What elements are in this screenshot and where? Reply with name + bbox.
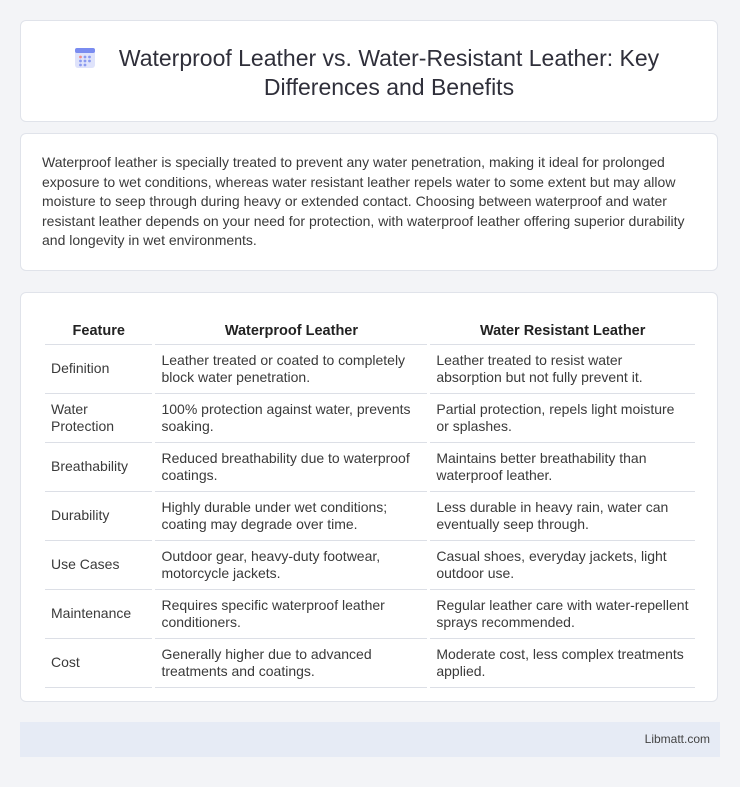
waterproof-cell: Reduced breathability due to waterproof coatings. <box>155 443 427 492</box>
header-feature: Feature <box>45 313 152 345</box>
feature-cell: Use Cases <box>45 541 152 590</box>
table-row <box>45 345 695 394</box>
feature-cell: Water Protection <box>45 394 152 443</box>
water-resistant-cell: Leather treated to resist water absorption but not fully prevent it. <box>430 345 695 394</box>
feature-cell: Maintenance <box>45 590 152 639</box>
feature-cell: Durability <box>45 492 152 541</box>
waterproof-cell: Generally higher due to advanced treatments and coatings. <box>155 639 427 688</box>
water-resistant-cell: Maintains better breathability than waterproof leather. <box>430 443 695 492</box>
waterproof-cell: Leather treated or coated to completely block water penetration. <box>155 345 427 394</box>
water-resistant-cell: Less durable in heavy rain, water can eventually seep through. <box>430 492 695 541</box>
table-row <box>45 541 695 590</box>
comparison-table <box>42 313 698 688</box>
waterproof-cell: Outdoor gear, heavy-duty footwear, motorcycle jackets. <box>155 541 427 590</box>
comparison-card <box>20 292 718 702</box>
summary-paragraph: Waterproof leather is specially treated to prevent any water penetration, making it ideal for prolonged exposure to wet conditions, whereas water resistant leather repels water to some extent but may allow moisture to seep through during heavy or extended contact. Choosing between waterproof and water resistant leather depends on your need for protection, with waterproof leather offering superior durability and longevity in wet environments. <box>42 154 685 248</box>
header-waterproof: Waterproof Leather <box>155 313 427 345</box>
page-title: Waterproof Leather vs. Water-Resistant Leather: Key Differences and Benefits <box>118 45 660 100</box>
table-row <box>45 394 695 443</box>
title-card <box>20 20 718 122</box>
waterproof-cell: Highly durable under wet conditions; coating may degrade over time. <box>155 492 427 541</box>
feature-cell: Definition <box>45 345 152 394</box>
header-water-resistant: Water Resistant Leather <box>430 313 695 345</box>
water-resistant-cell: Partial protection, repels light moisture or splashes. <box>430 394 695 443</box>
table-row <box>45 492 695 541</box>
feature-cell: Breathability <box>45 443 152 492</box>
waterproof-cell: Requires specific waterproof leather conditioners. <box>155 590 427 639</box>
water-resistant-cell: Casual shoes, everyday jackets, light outdoor use. <box>430 541 695 590</box>
waterproof-cell: 100% protection against water, prevents soaking. <box>155 394 427 443</box>
table-header-row <box>45 313 695 345</box>
footer-site-link[interactable]: Libmatt.com <box>644 732 710 746</box>
summary-card <box>20 133 718 271</box>
table-row <box>45 590 695 639</box>
footer-bar <box>20 722 720 757</box>
table-row <box>45 639 695 688</box>
table-row <box>45 443 695 492</box>
water-resistant-cell: Moderate cost, less complex treatments applied. <box>430 639 695 688</box>
feature-cell: Cost <box>45 639 152 688</box>
water-resistant-cell: Regular leather care with water-repellent sprays recommended. <box>430 590 695 639</box>
